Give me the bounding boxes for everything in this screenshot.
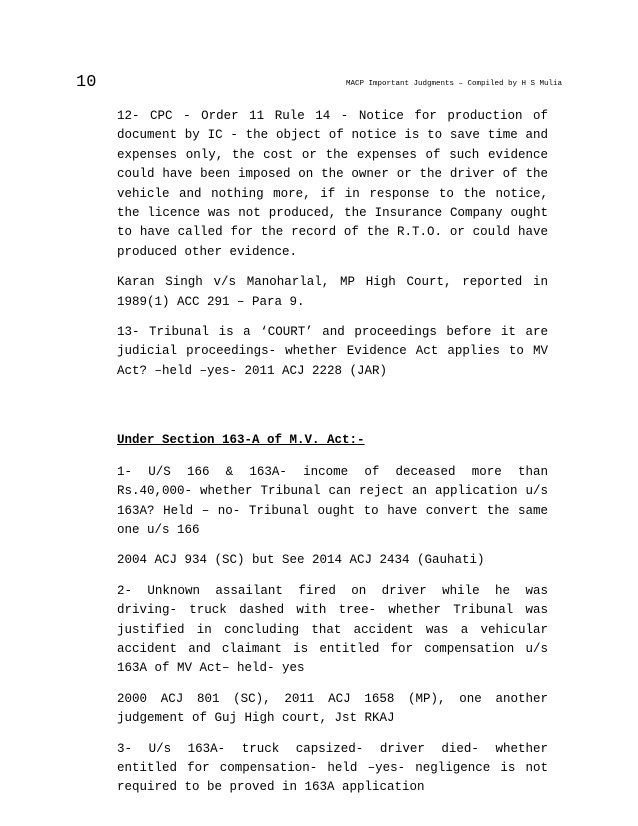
- page-number: 10: [76, 73, 97, 92]
- citation-12: Karan Singh v/s Manoharlal, MP High Court, reported in 1989(1) ACC 291 – Para 9.: [117, 275, 548, 309]
- section-citation-2: 2000 ACJ 801 (SC), 2011 ACJ 1658 (MP), one another judgement of Guj High court, Jst RKAJ: [117, 691, 548, 726]
- section-paragraph-2: 2- Unknown assailant fired on driver while he was driving- truck dashed with tree- whether Tribunal was justified in concluding that accident was a vehicular accident and claimant is entitled for compensation u/s 163A of MV Act– held- yes: [117, 583, 548, 676]
- section-paragraph-3: 3- U/s 163A- truck capsized- driver died- whether entitled for compensation- held –yes- negligence is not required to be proved in 163A application: [117, 741, 548, 795]
- running-header: MACP Important Judgments – Compiled by H S Mulia: [345, 80, 562, 88]
- page-content: [117, 107, 548, 809]
- paragraph-12: 12- CPC - Order 11 Rule 14 - Notice for production of document by IC - the object of notice is to save time and expenses only, the cost or the expenses of such evidence could have been imposed on the owner or the driver of the vehicle and nothing more, if in response to the notice, the licence was not produced, the Insurance Company ought to have called for the record of the R.T.O. or could have produced other evidence.: [117, 109, 548, 259]
- section-citation-1: 2004 ACJ 934 (SC) but See 2014 ACJ 2434 (Gauhati): [117, 553, 485, 568]
- section-paragraph-1: 1- U/S 166 & 163A- income of deceased more than Rs.40,000- whether Tribunal can reject an application u/s 163A? Held – no- Tribunal ought to have convert the same one u/s 166: [117, 464, 548, 537]
- section-heading: Under Section 163-A of M.V. Act:-: [117, 433, 365, 448]
- paragraph-13: 13- Tribunal is a ‘COURT’ and proceedings before it are judicial proceedings- whether Evidence Act applies to MV Act? –held –yes- 2011 ACJ 2228 (JAR): [117, 325, 548, 378]
